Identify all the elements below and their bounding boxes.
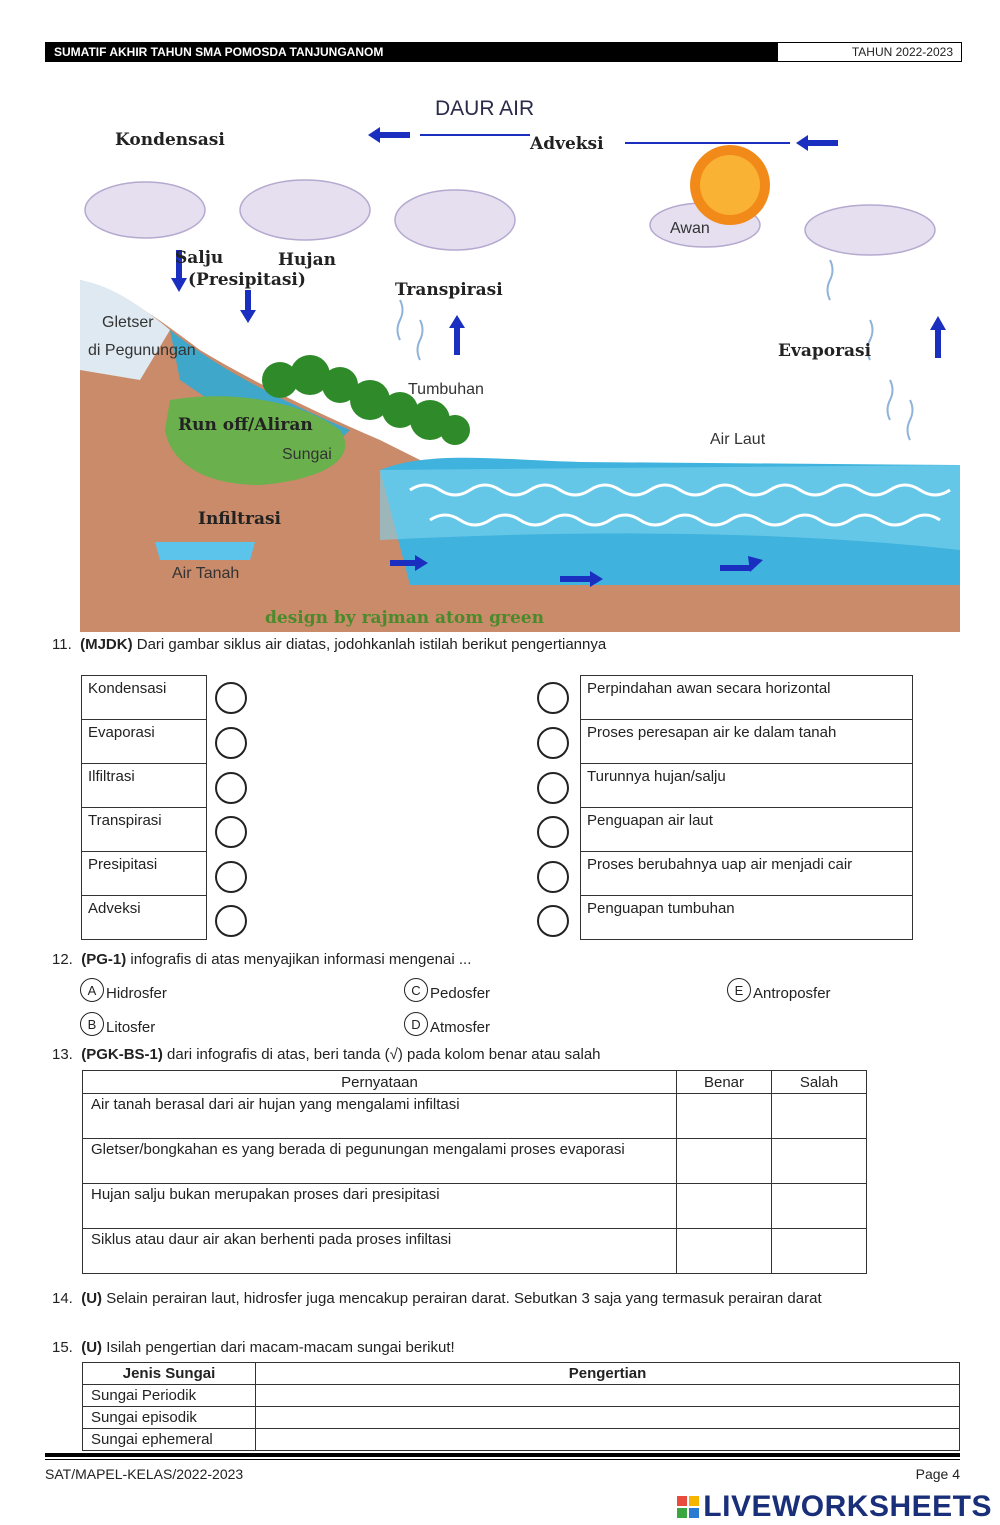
statement: Air tanah berasal dari air hujan yang mengalami infiltasi — [83, 1094, 677, 1139]
q12-text: infografis di atas menyajikan informasi mengenai ... — [126, 951, 472, 968]
col-salah: Salah — [772, 1071, 867, 1094]
benar-cell[interactable] — [677, 1184, 772, 1229]
match-dot-right[interactable] — [537, 772, 569, 804]
q14-text: Selain perairan laut, hidrosfer juga mencakup perairan darat. Sebutkan 3 saja yang termasuk perairan darat — [102, 1290, 822, 1307]
match-dot-left[interactable] — [215, 682, 247, 714]
river-type: Sungai episodik — [83, 1407, 256, 1429]
liveworksheets-icon — [677, 1496, 699, 1518]
definition: Perpindahan awan secara horizontal — [581, 676, 913, 720]
match-dot-right[interactable] — [537, 905, 569, 937]
option-a-label: Hidrosfer — [106, 985, 167, 1002]
definition: Proses peresapan air ke dalam tanah — [581, 720, 913, 764]
label-gletser-pegunungan: di Pegunungan — [88, 342, 196, 359]
label-sungai: Sungai — [282, 446, 332, 463]
q11-text: Dari gambar siklus air diatas, jodohkanlah istilah berikut pengertiannya — [132, 636, 607, 653]
definition: Penguapan tumbuhan — [581, 896, 913, 940]
salah-cell[interactable] — [772, 1139, 867, 1184]
footer-rule — [45, 1453, 960, 1457]
col-jenis-sungai: Jenis Sungai — [83, 1363, 256, 1385]
definition: Turunnya hujan/salju — [581, 764, 913, 808]
page-number: Page 4 — [915, 1466, 960, 1482]
match-dot-left[interactable] — [215, 727, 247, 759]
label-runoff: Run off/Aliran — [178, 415, 313, 435]
label-infiltrasi: Infiltrasi — [198, 509, 281, 529]
label-presipitasi: (Presipitasi) — [188, 270, 306, 290]
river-table — [82, 1362, 960, 1451]
option-a-letter: A — [80, 978, 104, 1002]
option-e-letter: E — [727, 978, 751, 1002]
header-title: SUMATIF AKHIR TAHUN SMA POMOSDA TANJUNGANOM — [46, 43, 778, 61]
footer-code: SAT/MAPEL-KELAS/2022-2023 — [45, 1466, 244, 1482]
definition-input[interactable] — [256, 1385, 960, 1407]
label-transpirasi: Transpirasi — [395, 280, 503, 300]
question-14 — [52, 1290, 822, 1307]
benar-cell[interactable] — [677, 1094, 772, 1139]
match-dot-right[interactable] — [537, 682, 569, 714]
label-salju: Salju — [175, 248, 224, 268]
definition: Penguapan air laut — [581, 808, 913, 852]
q11-right-definitions — [580, 675, 913, 940]
option-c[interactable] — [404, 982, 491, 1002]
q12-code: (PG-1) — [81, 951, 127, 968]
term: Ilfiltrasi — [82, 764, 207, 808]
label-tumbuhan: Tumbuhan — [408, 381, 484, 398]
match-dot-right[interactable] — [537, 816, 569, 848]
figure-title: DAUR AIR — [435, 97, 535, 120]
col-pengertian: Pengertian — [256, 1363, 960, 1385]
page-header — [45, 42, 962, 62]
label-evaporasi: Evaporasi — [778, 341, 872, 361]
salah-cell[interactable] — [772, 1229, 867, 1274]
label-gletser: Gletser — [102, 314, 154, 331]
q11-number: 11. — [52, 636, 72, 653]
term: Adveksi — [82, 896, 207, 940]
option-d-letter: D — [404, 1012, 428, 1036]
term: Kondensasi — [82, 676, 207, 720]
option-b[interactable] — [80, 1016, 156, 1036]
definition-input[interactable] — [256, 1429, 960, 1451]
q12-number: 12. — [52, 951, 73, 968]
q14-code: (U) — [81, 1290, 103, 1307]
option-e[interactable] — [727, 982, 831, 1002]
q15-text: Isilah pengertian dari macam-macam sungai berikut! — [102, 1339, 455, 1356]
q15-number: 15. — [52, 1339, 73, 1356]
benar-cell[interactable] — [677, 1139, 772, 1184]
water-cycle-figure — [80, 80, 960, 632]
liveworksheets-logo[interactable] — [677, 1490, 992, 1524]
footer-rule-thin — [45, 1459, 960, 1460]
statement: Gletser/bongkahan es yang berada di pegunungan mengalami proses evaporasi — [83, 1139, 677, 1184]
option-c-letter: C — [404, 978, 428, 1002]
match-dot-left[interactable] — [215, 905, 247, 937]
figure-credit: design by rajman atom green — [265, 608, 544, 628]
match-dot-right[interactable] — [537, 727, 569, 759]
label-adveksi: Adveksi — [530, 134, 604, 154]
river-type: Sungai Periodik — [83, 1385, 256, 1407]
q11-left-terms — [81, 675, 207, 940]
brand-name: LIVEWORKSHEETS — [703, 1490, 992, 1523]
option-b-label: Litosfer — [106, 1019, 156, 1036]
term: Presipitasi — [82, 852, 207, 896]
label-air-tanah: Air Tanah — [172, 565, 240, 582]
q15-code: (U) — [81, 1339, 103, 1356]
river-type: Sungai ephemeral — [83, 1429, 256, 1451]
term: Evaporasi — [82, 720, 207, 764]
match-dot-left[interactable] — [215, 861, 247, 893]
salah-cell[interactable] — [772, 1184, 867, 1229]
definition: Proses berubahnya uap air menjadi cair — [581, 852, 913, 896]
true-false-table — [82, 1070, 867, 1274]
match-dot-left[interactable] — [215, 816, 247, 848]
option-b-letter: B — [80, 1012, 104, 1036]
option-a[interactable] — [80, 982, 167, 1002]
definition-input[interactable] — [256, 1407, 960, 1429]
col-benar: Benar — [677, 1071, 772, 1094]
q13-text: dari infografis di atas, beri tanda (√) pada kolom benar atau salah — [162, 1046, 601, 1063]
question-12 — [52, 951, 471, 968]
question-11 — [52, 636, 606, 653]
groundwater-shape — [155, 542, 255, 560]
statement: Hujan salju bukan merupakan proses dari presipitasi — [83, 1184, 677, 1229]
match-dot-left[interactable] — [215, 772, 247, 804]
label-awan: Awan — [670, 220, 710, 237]
q13-number: 13. — [52, 1046, 73, 1063]
option-d[interactable] — [404, 1016, 491, 1036]
label-kondensasi: Kondensasi — [115, 130, 225, 150]
col-pernyataan: Pernyataan — [83, 1071, 677, 1094]
header-year: TAHUN 2022-2023 — [851, 45, 953, 59]
question-13 — [52, 1046, 601, 1063]
statement: Siklus atau daur air akan berhenti pada proses infiltasi — [83, 1229, 677, 1274]
label-air-laut: Air Laut — [710, 431, 766, 448]
q14-number: 14. — [52, 1290, 73, 1307]
option-e-label: Antroposfer — [753, 985, 831, 1002]
benar-cell[interactable] — [677, 1229, 772, 1274]
option-d-label: Atmosfer — [430, 1019, 491, 1036]
match-dot-right[interactable] — [537, 861, 569, 893]
label-hujan: Hujan — [278, 250, 336, 270]
q11-code: (MJDK) — [80, 636, 133, 653]
salah-cell[interactable] — [772, 1094, 867, 1139]
term: Transpirasi — [82, 808, 207, 852]
q13-code: (PGK-BS-1) — [81, 1046, 163, 1063]
question-15 — [52, 1339, 455, 1356]
option-c-label: Pedosfer — [430, 985, 491, 1002]
